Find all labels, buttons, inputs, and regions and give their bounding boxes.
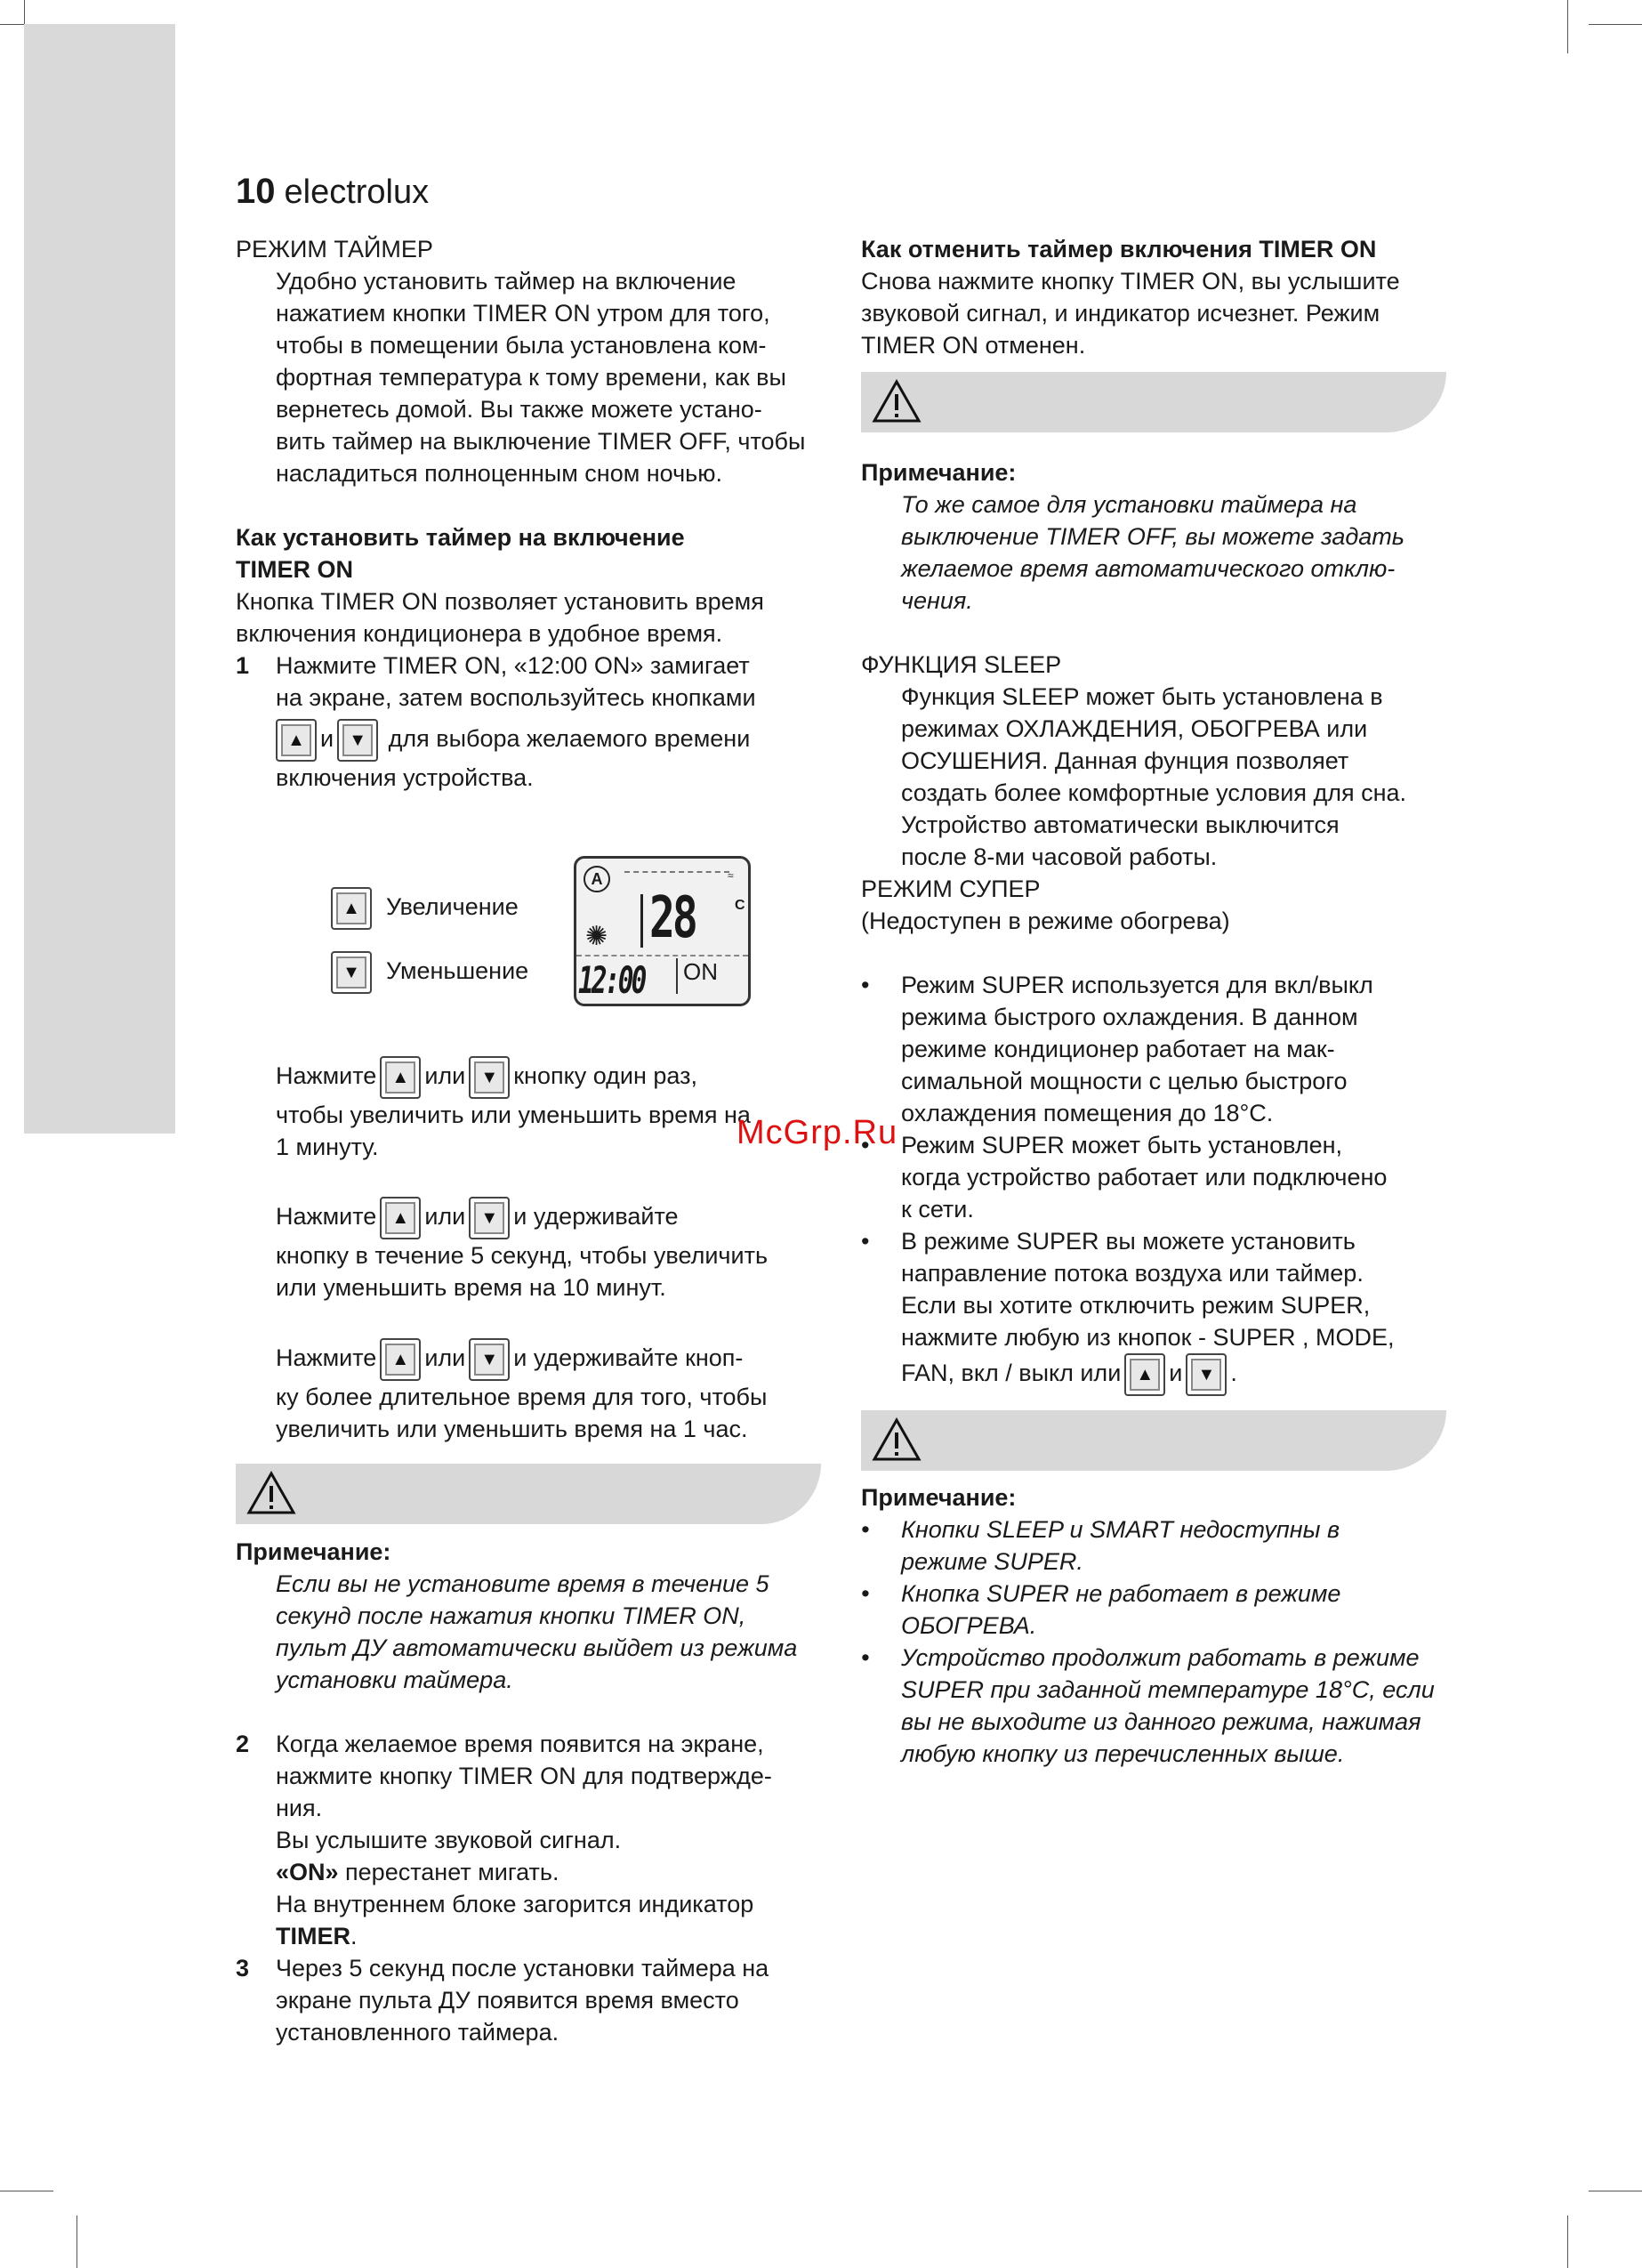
text-line: Снова нажмите кнопку TIMER ON, вы услышите <box>861 268 1400 295</box>
text-line: ОБОГРЕВА. <box>901 1612 1037 1639</box>
list-item <box>861 1129 1466 1225</box>
text-line: увеличить или уменьшить время на 1 час. <box>276 1416 748 1442</box>
text-line: после 8-ми часовой работы. <box>901 843 1218 870</box>
left-column-top <box>236 233 841 794</box>
text-line: вить таймер на выключение TIMER OFF, чтобы <box>276 428 806 455</box>
list-item <box>861 1513 1466 1578</box>
cancel-timer-heading: Как отменить таймер включения TIMER ON <box>861 236 1377 262</box>
left-column-bottom <box>236 1536 841 2048</box>
text-line: Удобно установить таймер на включение <box>276 268 736 295</box>
text-line: когда устройство работает или подключено <box>901 1164 1388 1190</box>
fan-speed-icon: ✺ <box>585 922 608 951</box>
text-or: или <box>424 1203 466 1231</box>
text-line: любую кнопку из перечисленных выше. <box>901 1740 1345 1767</box>
text-line: ку более длительное время для того, чтобы <box>276 1384 768 1410</box>
down-arrow-icon: ▼ <box>337 719 378 762</box>
warning-bar <box>236 1464 821 1524</box>
crop-mark <box>1567 2216 1568 2268</box>
warning-icon <box>246 1471 296 1515</box>
text-line: То же самое для установки таймера на <box>901 491 1357 518</box>
note-text <box>861 488 1466 617</box>
text-line: • Кнопки SLEEP и SMART недоступны в <box>901 1516 1340 1543</box>
watermark: McGrp.Ru <box>736 1114 898 1151</box>
text-line: включения устройства. <box>276 764 534 791</box>
step-1 <box>236 650 841 794</box>
text-line: • Режим SUPER используется для вкл/выкл <box>901 972 1373 998</box>
timer-mode-text <box>236 265 841 489</box>
step-number: 2 <box>236 1731 250 1757</box>
text-line: звуковой сигнал, и индикатор исчезнет. Режим <box>861 300 1380 327</box>
list-item <box>861 1578 1466 1642</box>
down-arrow-icon: ▼ <box>331 951 372 994</box>
super-subtitle: (Недоступен в режиме обогрева) <box>861 908 1230 934</box>
right-column-bottom <box>861 1481 1466 1770</box>
text-line: нажмите любую из кнопок - SUPER , MODE, <box>901 1324 1395 1351</box>
text-line: создать более комфортные условия для сна. <box>901 779 1407 806</box>
text-line: симальной мощности с целью быстрого <box>901 1068 1348 1094</box>
text-line: Если вы хотите отключить режим SUPER, <box>901 1292 1371 1319</box>
crop-mark <box>1567 0 1568 53</box>
text-or: или <box>424 1344 466 1372</box>
down-arrow-icon: ▼ <box>469 1197 510 1239</box>
text-dot: . <box>350 1923 358 1949</box>
text-line: На внутреннем блоке загорится индикатор <box>276 1891 754 1917</box>
text-line: установленного таймера. <box>276 2019 559 2046</box>
text-line: Если вы не установите время в течение 5 <box>276 1570 769 1597</box>
up-arrow-icon: ▲ <box>380 1056 421 1099</box>
page-number: 10 <box>236 172 276 211</box>
press-5s-instruction <box>276 1197 845 1303</box>
up-arrow-icon: ▲ <box>276 719 317 762</box>
note-title: Примечание: <box>861 1484 1017 1511</box>
text-line: к сети. <box>901 1196 974 1223</box>
super-title: РЕЖИМ СУПЕР <box>861 876 1041 902</box>
up-arrow-icon: ▲ <box>1124 1353 1165 1396</box>
page-header <box>236 172 429 212</box>
list-item <box>861 969 1466 1129</box>
up-arrow-icon: ▲ <box>380 1338 421 1381</box>
text-line: перестанет мигать. <box>338 1859 559 1885</box>
text-line: • В режиме SUPER вы можете установить <box>901 1228 1356 1255</box>
set-timer-heading: Как установить таймер на включение <box>236 524 685 551</box>
text-line: Вы услышите звуковой сигнал. <box>276 1827 622 1853</box>
text-and: и <box>1169 1360 1183 1387</box>
down-arrow-icon: ▼ <box>469 1338 510 1381</box>
text-line: нажатием кнопки TIMER ON утром для того, <box>276 300 770 327</box>
lcd-segment-line <box>624 871 729 875</box>
text-line: и удерживайте кноп- <box>513 1344 744 1372</box>
text-line: желаемое время автоматического отклю- <box>901 555 1396 582</box>
on-label: «ON» <box>276 1859 339 1885</box>
text-line: • Режим SUPER может быть установлен, <box>901 1132 1343 1158</box>
text-press: Нажмите <box>276 1344 377 1372</box>
text-line: экране пульта ДУ появится время вместо <box>276 1987 739 2014</box>
step-number: 3 <box>236 1955 250 1981</box>
right-column-top <box>861 233 1466 361</box>
decrease-row <box>331 948 528 994</box>
note-text <box>236 1568 841 1696</box>
text-press: Нажмите <box>276 1203 377 1231</box>
text-line: Кнопка TIMER ON позволяет установить время <box>236 588 764 615</box>
text-line: Когда желаемое время появится на экране, <box>276 1731 764 1757</box>
text-line: охлаждения помещения до 18°C. <box>901 1100 1274 1126</box>
timer-on-indicator: ON <box>683 958 718 985</box>
text-line: • Устройство продолжит работать в режиме <box>901 1644 1420 1671</box>
text-line: режиме кондиционер работает на мак- <box>901 1036 1335 1062</box>
celsius-unit: C <box>735 898 745 913</box>
text-press: Нажмите <box>276 1062 377 1090</box>
lcd-divider <box>676 958 678 994</box>
side-tab-bar <box>24 24 175 1134</box>
set-timer-heading-2: TIMER ON <box>236 556 353 583</box>
down-arrow-icon: ▼ <box>469 1056 510 1099</box>
text-line: Через 5 секунд после установки таймера на <box>276 1955 769 1981</box>
text-dot: . <box>1230 1360 1237 1387</box>
brand-name: electrolux <box>284 174 430 211</box>
text-line: чтобы в помещении была установлена ком- <box>276 332 767 359</box>
text-line: вернетесь домой. Вы также можете устано- <box>276 396 762 423</box>
text-line: TIMER ON отменен. <box>861 332 1086 359</box>
text-line: секунд после нажатия кнопки TIMER ON, <box>276 1602 746 1629</box>
warning-bar <box>861 1410 1446 1471</box>
step-3 <box>236 1952 841 2048</box>
text-line: SUPER при заданной температуре 18°C, если <box>901 1676 1435 1703</box>
step-number: 1 <box>236 652 250 679</box>
timer-mode-title: РЕЖИМ ТАЙМЕР <box>236 236 433 262</box>
text-line: нажмите кнопку TIMER ON для подтвержде- <box>276 1763 772 1789</box>
auto-mode-icon: A <box>584 866 610 892</box>
text-line: чтобы увеличить или уменьшить время на <box>276 1102 751 1128</box>
sleep-title: ФУНКЦИЯ SLEEP <box>861 651 1062 678</box>
crop-mark <box>1589 24 1642 25</box>
step-2 <box>236 1728 841 1952</box>
note-title: Примечание: <box>861 459 1017 486</box>
text-line: или уменьшить время на 10 минут. <box>276 1274 666 1301</box>
list-item <box>861 1225 1466 1396</box>
down-arrow-icon: ▼ <box>1186 1353 1227 1396</box>
text-line: Нажмите TIMER ON, «12:00 ON» замигает <box>276 652 750 679</box>
text-line: режимах ОХЛАЖДЕНИЯ, ОБОГРЕВА или <box>901 715 1368 742</box>
remote-lcd-display <box>574 856 751 1006</box>
text-line: режиме SUPER. <box>901 1548 1083 1575</box>
timer-label: TIMER <box>276 1923 350 1949</box>
text-line: FAN, вкл / выкл или <box>901 1360 1122 1387</box>
text-line: чения. <box>901 587 973 614</box>
text-line: на экране, затем воспользуйтесь кнопками <box>276 684 756 711</box>
text-line: ОСУШЕНИЯ. Данная фунция позволяет <box>901 747 1349 774</box>
up-arrow-icon: ▲ <box>380 1197 421 1239</box>
decrease-label: Уменьшение <box>386 957 529 984</box>
crop-mark <box>76 2216 77 2268</box>
timer-readout: 12:00 <box>578 958 645 1002</box>
right-column-middle <box>861 456 1466 1396</box>
text-line: кнопку в течение 5 секунд, чтобы увеличить <box>276 1242 769 1269</box>
text-line: Функция SLEEP может быть установлена в <box>901 683 1383 710</box>
text-line: ния. <box>276 1795 323 1821</box>
warning-icon <box>872 1417 922 1462</box>
text-line: 1 минуту. <box>276 1134 379 1160</box>
text-line: Устройство автоматически выключится <box>901 811 1340 838</box>
text-line: выключение TIMER OFF, вы можете задать <box>901 523 1405 550</box>
press-long-instruction <box>276 1338 845 1445</box>
sleep-text <box>861 681 1466 873</box>
text-line: и удерживайте <box>513 1203 679 1231</box>
text-line: вы не выходите из данного режима, нажимая <box>901 1708 1421 1735</box>
list-item <box>861 1642 1466 1770</box>
text-line: режима быстрого охлаждения. В данном <box>901 1004 1358 1030</box>
warning-bar <box>861 372 1446 432</box>
text-line: насладиться полноценным сном ночью. <box>276 460 722 487</box>
text-line: кнопку один раз, <box>513 1062 697 1090</box>
text-line: включения кондиционера в удобное время. <box>236 620 723 647</box>
text-line: фортная температура к тому времени, как вы <box>276 364 786 391</box>
text-line: пульт ДУ автоматически выйдет из режима <box>276 1634 798 1661</box>
increase-row <box>331 884 519 930</box>
text-line: для выбора желаемого времени <box>388 725 751 753</box>
signal-icon: ≈ <box>728 869 734 882</box>
text-and: и <box>320 725 334 753</box>
text-line: установки таймера. <box>276 1667 513 1693</box>
warning-icon <box>872 379 922 424</box>
increase-label: Увеличение <box>386 893 519 920</box>
temperature-readout: 28 <box>649 885 696 951</box>
up-arrow-icon: ▲ <box>331 887 372 930</box>
text-or: или <box>424 1062 466 1090</box>
text-line: направление потока воздуха или таймер. <box>901 1260 1364 1287</box>
lcd-divider <box>640 894 643 948</box>
text-line: • Кнопка SUPER не работает в режиме <box>901 1580 1341 1607</box>
note-title: Примечание: <box>236 1538 391 1565</box>
